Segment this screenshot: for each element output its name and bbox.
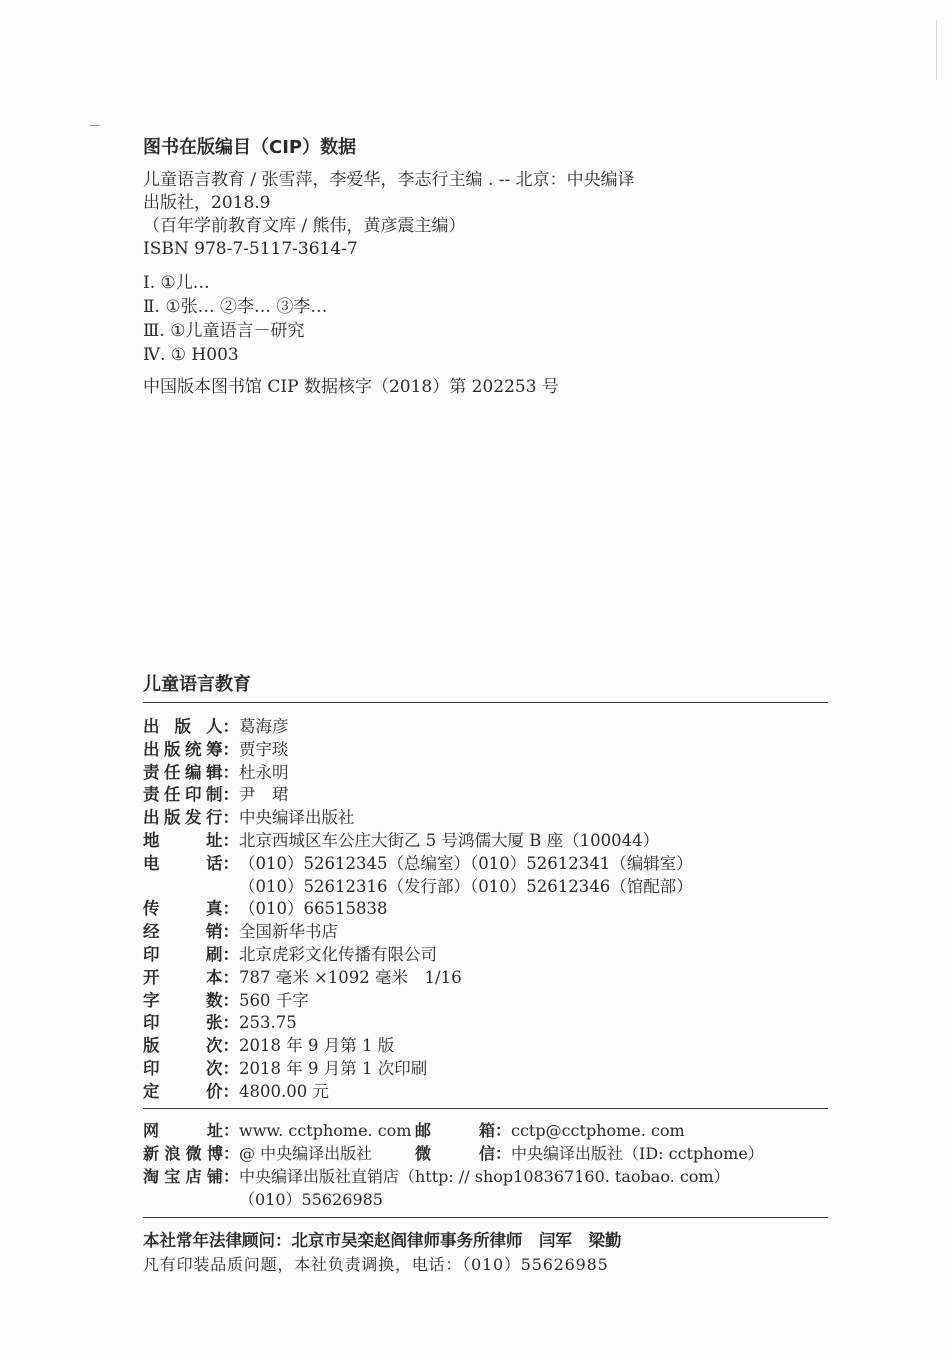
detail-value: 全国新华书店	[239, 922, 338, 942]
detail-label: 传 真：	[143, 899, 239, 919]
cip-number: 中国版本图书馆 CIP 数据核字（2018）第 202253 号	[143, 377, 559, 397]
detail-row	[143, 990, 828, 1013]
detail-label: 责 任 印 制：	[143, 785, 239, 805]
detail-value: 北京虎彩文化传播有限公司	[239, 944, 437, 964]
legal-block	[143, 1218, 828, 1276]
wechat-value: 中央编译出版社（ID: cctphome）	[511, 1143, 764, 1163]
detail-row	[143, 830, 828, 853]
publication-info	[143, 672, 828, 1276]
detail-value: 560 千字	[239, 990, 309, 1010]
detail-value: 葛海彦	[239, 717, 289, 736]
detail-row	[143, 716, 828, 739]
detail-value: 2018 年 9 月第 1 版	[239, 1036, 395, 1056]
detail-row	[143, 853, 828, 876]
detail-row	[143, 1058, 828, 1081]
cip-classification	[143, 271, 823, 367]
cip-line: （百年学前教育文库 / 熊伟，黄彦震主编）	[143, 216, 466, 236]
email-label: 邮 箱：	[415, 1120, 511, 1140]
detail-row	[143, 1081, 828, 1104]
quality-notice: 凡有印装品质问题，本社负责调换，电话：（010）55626985	[143, 1254, 609, 1274]
taobao-phone: （010）55626985	[239, 1189, 383, 1209]
detail-value: 中央编译出版社	[239, 808, 355, 828]
contact-row	[143, 1142, 828, 1165]
contact-row	[143, 1119, 828, 1142]
weibo-value: @ 中央编译出版社	[239, 1143, 373, 1163]
taobao-label: 淘 宝 店 铺：	[143, 1166, 239, 1186]
detail-row	[143, 898, 828, 921]
detail-label: 开 本：	[143, 967, 239, 987]
detail-value: 尹 珺	[239, 785, 289, 805]
wechat-label: 微 信：	[415, 1143, 511, 1163]
cip-line: 儿童语言教育 / 张雪萍，李爱华，李志行主编 . -- 北京：中央编译	[143, 170, 635, 190]
detail-value: 杜永明	[239, 762, 289, 782]
contact-block	[143, 1109, 828, 1217]
legal-counsel: 本社常年法律顾问：北京市吴栾赵阎律师事务所律师 闫军 梁勤	[143, 1230, 622, 1250]
page-edge-shadow	[936, 20, 937, 80]
detail-row	[143, 1035, 828, 1058]
detail-value: （010）52612316（发行部）（010）52612346（馆配部）	[239, 876, 693, 896]
detail-row	[143, 1012, 828, 1035]
detail-row	[143, 784, 828, 807]
scan-mark	[90, 125, 100, 126]
book-title: 儿童语言教育	[143, 674, 251, 695]
detail-value: 4800.00 元	[239, 1081, 329, 1101]
detail-row	[143, 762, 828, 785]
cip-line: 出版社，2018.9	[143, 193, 271, 213]
detail-row	[143, 921, 828, 944]
detail-value: 2018 年 9 月第 1 次印刷	[239, 1058, 428, 1078]
classification-item: Ⅳ. ① H003	[143, 345, 239, 365]
detail-row	[143, 807, 828, 830]
detail-label: 电 话：	[143, 853, 239, 873]
detail-row	[143, 967, 828, 990]
classification-item: Ⅲ. ①儿童语言－研究	[143, 321, 305, 341]
detail-label: 地 址：	[143, 830, 239, 850]
detail-value: 787 毫米 ×1092 毫米 1/16	[239, 967, 462, 987]
detail-label: 经 销：	[143, 922, 239, 942]
detail-label: 印 张：	[143, 1013, 239, 1033]
detail-label: 出 版 发 行：	[143, 808, 239, 828]
detail-value: （010）52612345（总编室）（010）52612341（编辑室）	[239, 853, 693, 873]
details-list	[143, 703, 828, 1108]
website-link[interactable]: www. cctphome. com	[239, 1120, 412, 1140]
detail-label: 版 次：	[143, 1036, 239, 1056]
cip-isbn: ISBN 978-7-5117-3614-7	[143, 239, 358, 259]
detail-label: 出 版 人：	[143, 717, 239, 736]
weibo-label: 新 浪 微 博：	[143, 1143, 239, 1163]
cip-block	[143, 135, 823, 399]
detail-row	[143, 944, 828, 967]
detail-label: 责 任 编 辑：	[143, 762, 239, 782]
detail-row	[143, 739, 828, 762]
email-link[interactable]: cctp@cctphome. com	[511, 1120, 685, 1140]
contact-row	[143, 1188, 828, 1211]
detail-row	[143, 876, 828, 899]
detail-value: （010）66515838	[239, 899, 388, 919]
detail-label: 印 刷：	[143, 944, 239, 964]
taobao-link[interactable]: 中央编译出版社直销店（http: // shop108367160. taobao. com）	[239, 1166, 730, 1186]
classification-item: Ⅱ. ①张… ②李… ③李…	[143, 297, 328, 317]
detail-value: 253.75	[239, 1013, 297, 1033]
detail-label: 定 价：	[143, 1081, 239, 1101]
contact-row	[143, 1165, 828, 1188]
detail-label: 出 版 统 筹：	[143, 739, 239, 759]
detail-label: 印 次：	[143, 1058, 239, 1078]
website-label: 网 址：	[143, 1120, 239, 1140]
cip-title: 图书在版编目（CIP）数据	[143, 137, 357, 158]
detail-value: 贾宇琰	[239, 739, 289, 759]
detail-label: 字 数：	[143, 990, 239, 1010]
detail-value: 北京西城区车公庄大街乙 5 号鸿儒大厦 B 座（100044）	[239, 830, 660, 850]
classification-item: Ⅰ. ①儿…	[143, 273, 210, 293]
